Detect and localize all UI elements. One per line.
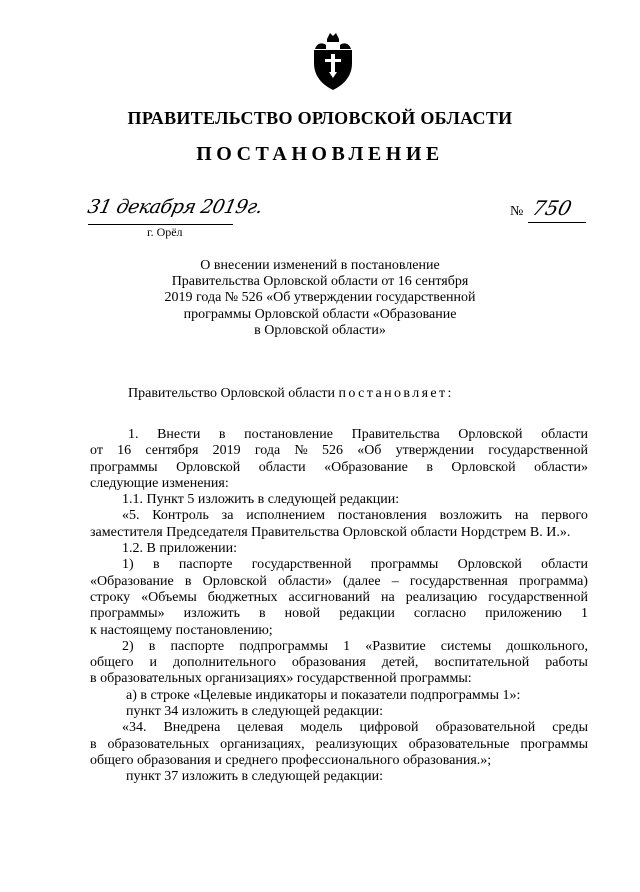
body-word: 1. — [128, 427, 139, 442]
body-word: «Об — [357, 443, 382, 459]
body-word: государственной — [488, 589, 588, 605]
body-line — [90, 590, 588, 606]
body-word: паспорте — [170, 638, 225, 654]
body-word: пункт 34 изложить в следующей редакции: — [126, 704, 383, 720]
body-word: паспорте — [178, 557, 233, 573]
body-word: системы — [440, 638, 492, 654]
body-line — [90, 737, 588, 753]
body-word: в — [426, 459, 433, 475]
body-word: Контроль — [152, 508, 209, 524]
body-word: воспитательной — [434, 655, 530, 671]
body-word: (далее — [343, 573, 381, 589]
body-word: строку — [90, 589, 131, 605]
body-word: программа) — [519, 573, 588, 589]
body-word: за — [221, 508, 234, 524]
body-line — [90, 623, 588, 639]
body-word: 2019 — [212, 443, 241, 459]
organization-title: ПРАВИТЕЛЬСТВО ОРЛОВСКОЙ ОБЛАСТИ — [127, 108, 513, 128]
body-word: дошкольного, — [506, 638, 588, 654]
body-word: 1 — [580, 606, 588, 622]
body-word: редакции — [339, 606, 395, 622]
body-word: и — [149, 655, 157, 671]
body-word: Внедрена — [163, 720, 221, 736]
body-word: 1.1. Пункт 5 изложить в следующей редакции: — [122, 492, 400, 508]
body-line — [90, 769, 588, 785]
body-word: образовательных — [107, 736, 210, 752]
body-word: в — [90, 736, 97, 752]
body-word: возложить — [439, 508, 502, 524]
body-word: общего — [90, 655, 134, 671]
body-line — [90, 541, 588, 557]
body-word: «34. — [122, 720, 147, 736]
body-word: модель — [300, 720, 343, 736]
body-word: «Развитие — [365, 638, 426, 654]
body-line — [90, 753, 588, 769]
body-word: утверждении — [395, 443, 474, 459]
body-line — [90, 492, 588, 508]
body-word: к настоящему постановлению; — [90, 622, 273, 638]
body-word: образовательной — [435, 720, 536, 736]
body-word: «5. — [122, 508, 140, 524]
body-word: образования — [291, 655, 366, 671]
body-word: от — [90, 443, 103, 459]
coat-of-arms-icon — [312, 30, 354, 92]
body-line — [90, 557, 588, 573]
body-word: на — [514, 508, 529, 524]
body-word: в — [152, 557, 160, 573]
body-line — [90, 688, 588, 704]
body-word: программы — [370, 557, 439, 573]
body-line — [90, 720, 588, 736]
body-word: Орловской — [457, 557, 522, 573]
body-word: государственной — [488, 443, 588, 459]
body-word: детей, — [381, 655, 419, 671]
subject-line: О внесении изменений в постановление — [200, 258, 440, 273]
body-line — [90, 525, 588, 541]
body-word: работы — [545, 655, 588, 671]
body-word: Орловской — [458, 427, 523, 442]
subject-line: в Орловской области» — [254, 322, 386, 338]
body-word: Орловской — [451, 459, 516, 475]
body-word: цифровой — [359, 720, 419, 736]
handwritten-number: 750 — [530, 196, 575, 220]
body-word: области — [541, 427, 588, 442]
body-line — [90, 574, 588, 590]
body-line — [90, 671, 588, 687]
subject-line: Правительства Орловской области от 16 сентября — [171, 274, 469, 290]
body-word: области» — [278, 573, 332, 589]
body-word: постановление — [244, 427, 333, 442]
body-word: «Образование — [324, 459, 408, 475]
body-word: в — [184, 573, 192, 589]
body-word: «Образование — [90, 573, 174, 589]
body-word: следующие изменения: — [90, 475, 229, 491]
preamble — [128, 386, 454, 402]
preamble-prefix: Правительство Орловской области — [128, 386, 339, 401]
body-word: общего образования и среднего профессионального образования.»; — [90, 752, 492, 768]
body-word: постановления — [337, 508, 427, 524]
body-word: в — [218, 427, 226, 442]
body-line — [90, 639, 588, 655]
body-line — [90, 704, 588, 720]
body-word: № — [294, 443, 308, 459]
handwritten-date: 31 декабря 2019г. — [85, 196, 265, 218]
body-line — [90, 655, 588, 671]
body-word: Орловской — [176, 459, 241, 475]
body-word: года — [254, 443, 281, 459]
body-word: изложить — [183, 606, 240, 622]
body-word: в — [259, 606, 266, 622]
body-word: на — [381, 589, 395, 605]
body-word: Внести — [157, 427, 201, 442]
body-word: реализующих — [315, 736, 398, 752]
body-word: реализацию — [405, 589, 478, 605]
body-word: приложению — [485, 606, 562, 622]
body-word: ассигнований — [288, 589, 371, 605]
body-word: области — [258, 459, 306, 475]
body-word: «Объемы — [141, 589, 197, 605]
body-word: дополнительного — [172, 655, 276, 671]
number-sign: № — [510, 204, 524, 219]
document-subject — [100, 258, 540, 339]
body-line — [90, 460, 588, 476]
body-word: подпрограммы — [239, 638, 328, 654]
number-underline — [528, 222, 586, 223]
body-word: в — [148, 638, 156, 654]
body-word: целевая — [237, 720, 284, 736]
body-word: 1) — [122, 557, 134, 573]
body-word: Орловской — [202, 573, 267, 589]
body-word: 2) — [122, 638, 134, 654]
body-word: исполнением — [246, 508, 325, 524]
body-word: Правительства — [351, 427, 440, 442]
body-word: области» — [534, 459, 588, 475]
body-word: государственной — [251, 557, 352, 573]
body-word: согласно — [413, 606, 467, 622]
body-word: программы» — [90, 606, 165, 622]
body-word: программы — [520, 736, 588, 752]
body-word: образовательные — [408, 736, 510, 752]
subject-line: программы Орловской области «Образование — [183, 306, 457, 322]
body-word: среды — [552, 720, 588, 736]
body-line — [90, 606, 588, 622]
body-word: государственная — [409, 573, 508, 589]
preamble-verb: постановляет: — [338, 386, 454, 401]
body-word: 16 — [117, 443, 132, 459]
body-word: – — [391, 573, 399, 589]
body-line — [90, 476, 588, 492]
document-body — [90, 427, 588, 786]
body-word: программы — [90, 459, 158, 475]
subject-line: 2019 года № 526 «Об утверждении государственной — [164, 290, 476, 306]
body-word: 1 — [343, 638, 351, 654]
body-word: пункт 37 изложить в следующей редакции: — [126, 769, 383, 785]
body-line — [90, 508, 588, 524]
body-word: а) в строке «Целевые индикаторы и показатели подпрограммы 1»: — [126, 687, 521, 703]
body-word: заместителя Председателя Правительства Орловской области Нордстрем В. И.». — [90, 524, 571, 540]
body-line — [90, 427, 588, 443]
document-type-heading: ПОСТАНОВЛЕНИЕ — [196, 143, 444, 165]
body-line — [90, 443, 588, 459]
body-word: области — [541, 557, 588, 573]
body-word: первого — [541, 508, 588, 524]
body-word: организациях, — [220, 736, 305, 752]
body-word: в образовательных организациях» государственной программы: — [90, 671, 472, 687]
body-word: сентября — [145, 443, 199, 459]
city-label: г. Орёл — [147, 225, 183, 239]
body-word: 1.2. В приложении: — [122, 541, 238, 557]
body-word: новой — [284, 606, 321, 622]
body-word: 526 — [321, 443, 343, 459]
body-word: бюджетных — [207, 589, 278, 605]
